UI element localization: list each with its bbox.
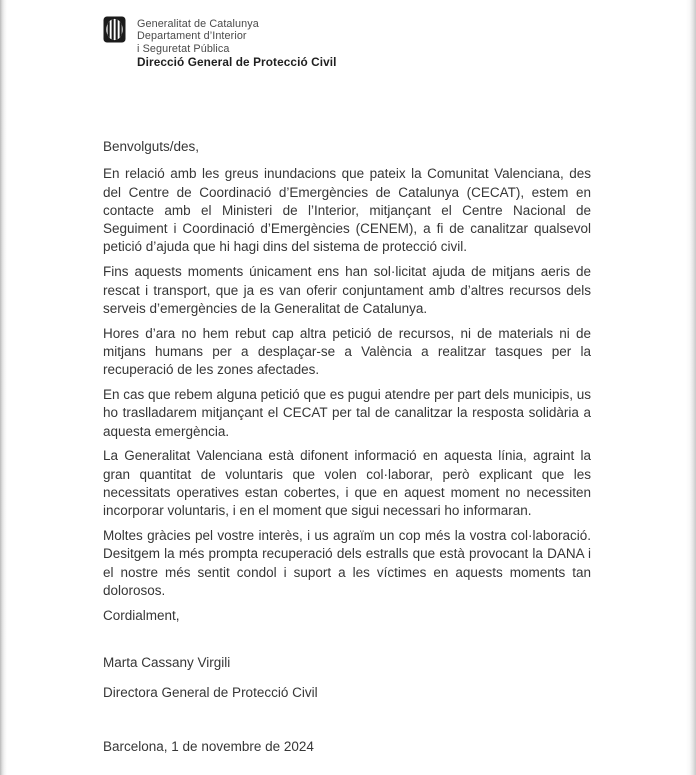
- department-title: Direcció General de Protecció Civil: [137, 55, 337, 70]
- org-line-generalitat: Generalitat de Catalunya: [137, 18, 259, 30]
- paragraph-2: Fins aquests moments únicament ens han sol·licitat ajuda de mitjans aeris de rescat i transport, que ja es van oferir conjuntament amb d’altres recursos dels serveis d’emergències de la Generalitat de Catalunya.: [103, 264, 591, 316]
- generalitat-senyera-logo-icon: [103, 16, 126, 48]
- org-line-departament: Departament d’Interior: [137, 30, 247, 43]
- page-left-edge: [0, 0, 7, 775]
- page-right-edge: [686, 0, 696, 775]
- salutation: Benvolguts/des,: [103, 139, 200, 154]
- closing: Cordialment,: [103, 607, 180, 623]
- paragraph-4: En cas que rebem alguna petició que es pugui atendre per part dels municipis, us ho traslladarem mitjançant el CECAT per tal de canalitzar la resposta solidària a aquesta emergència.: [103, 387, 591, 439]
- signature-name: Marta Cassany Virgili: [103, 655, 231, 671]
- paragraph-6: Moltes gràcies pel vostre interès, i us agraïm un cop més la vostra col·laboració. Desitgem la més prompta recuperació dels estralls que està provocant la DANA i el nostre més sentit condol i suport a les víctimes en aquests moments tan dolorosos.: [103, 528, 591, 599]
- org-line-seguretat: i Seguretat Pública: [137, 42, 230, 55]
- dateline: Barcelona, 1 de novembre de 2024: [103, 738, 314, 754]
- letterhead: [103, 16, 337, 69]
- letter-body: [103, 138, 591, 756]
- letterhead-text: [137, 16, 337, 69]
- paragraph-3: Hores d’ara no hem rebut cap altra petició de recursos, ni de materials ni de mitjans humans per a desplaçar-se a València a realitzar tasques per la recuperació de les zones afectades.: [103, 325, 591, 378]
- paragraph-1: En relació amb les greus inundacions que pateix la Comunitat Valenciana, des del Centre de Coordinació d’Emergències de Catalunya (CECAT), estem en contacte amb el Ministeri de l’Interior, mitjançant el Centre Nacional de Seguiment i Coordinació d’Emergències (CENEM), a fi de canalitzar qualsevol petició d’ajuda que hi hagi dins del sistema de protecció civil.: [103, 166, 591, 255]
- signature-title: Directora General de Protecció Civil: [103, 685, 318, 701]
- paragraph-5: La Generalitat Valenciana està difonent informació en aquesta línia, agraint la gran quantitat de voluntaris que volen col·laborar, però explicant que les necessitats operatives estan cobertes, i que en aquest moment no necessiten incorporar voluntaris, i en el moment que sigui necessari ho informaran.: [103, 448, 591, 519]
